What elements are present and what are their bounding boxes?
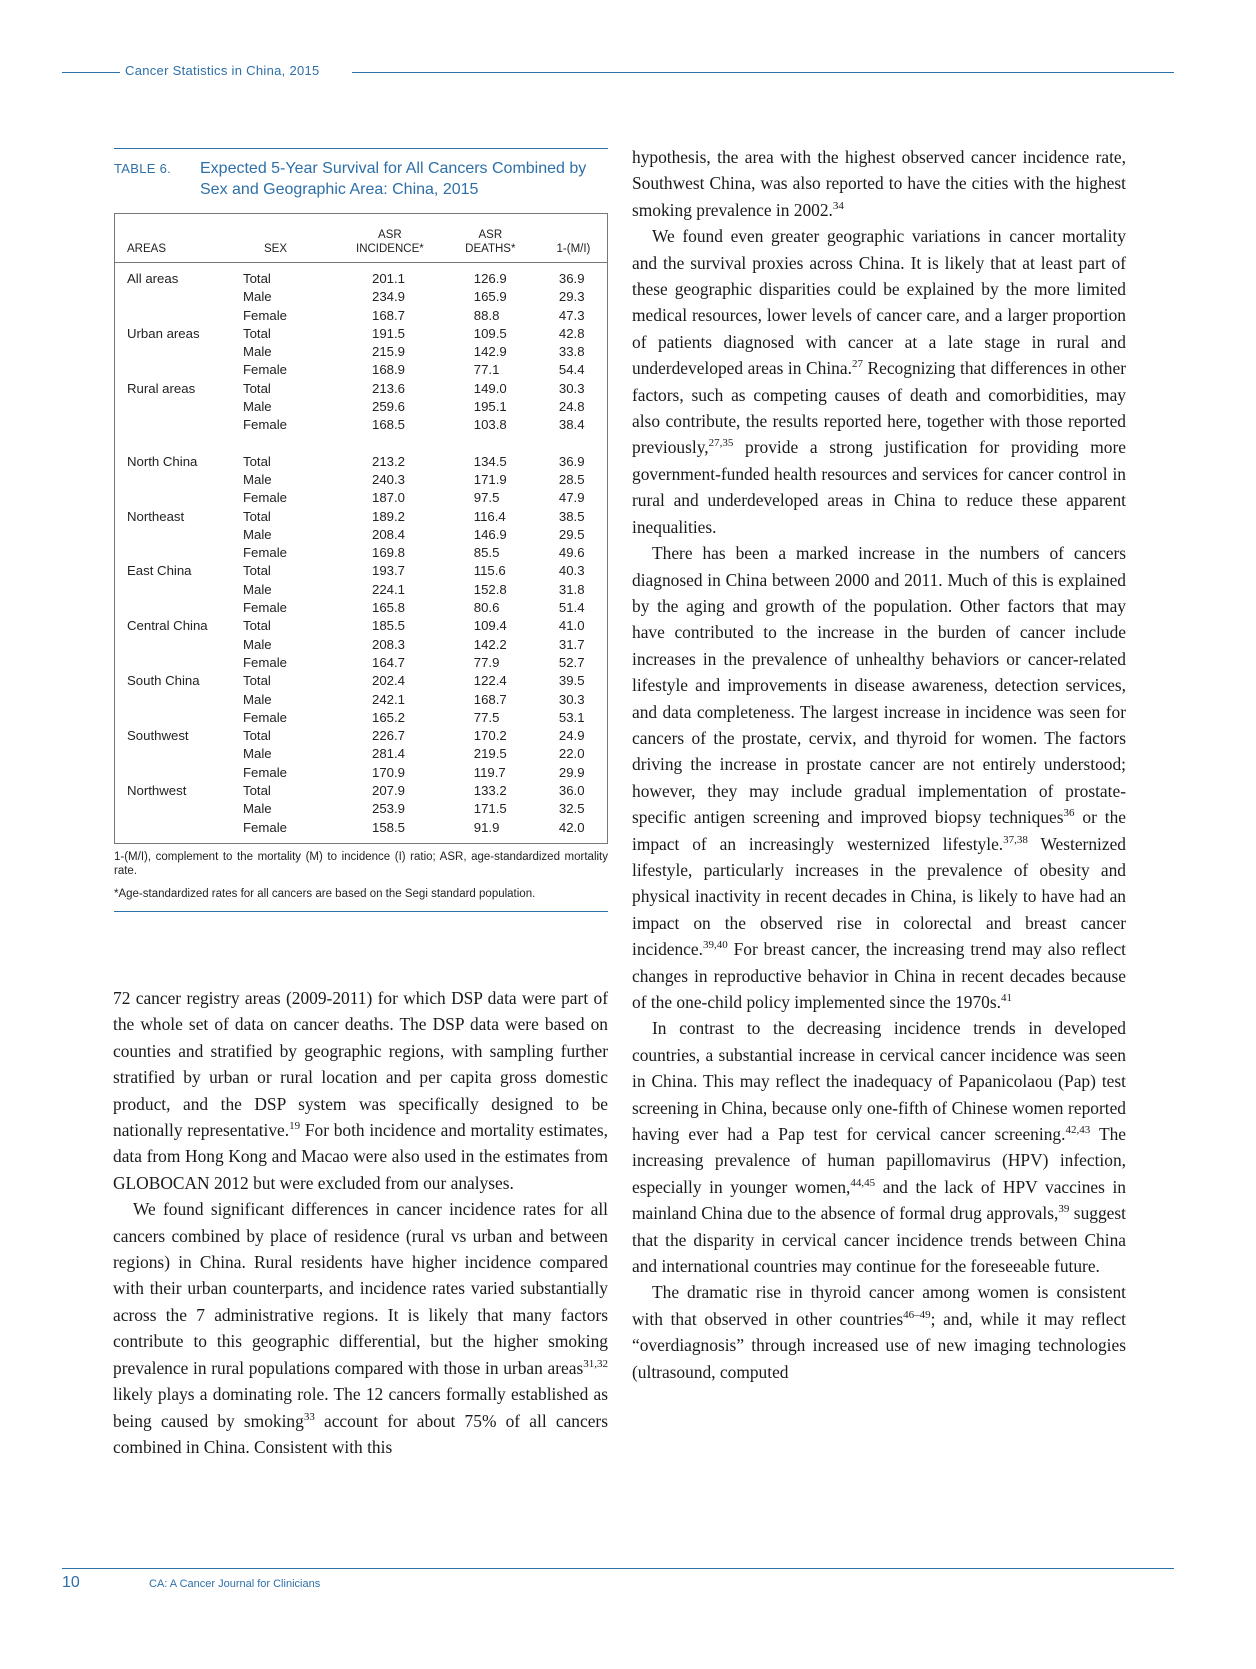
cell-sex: Female (243, 545, 287, 561)
table-row (115, 727, 607, 745)
header-asr-incidence: ASR INCIDENCE* (339, 214, 441, 263)
table-row (115, 489, 607, 507)
cell-asr-incidence: 253.9 (372, 801, 406, 817)
cell-mi: 28.5 (558, 471, 585, 487)
table-end-rule (114, 911, 608, 912)
cell-asr-incidence: 168.5 (372, 417, 406, 433)
table-row (115, 636, 607, 654)
cell-asr-deaths: 116.4 (473, 508, 506, 524)
cell-asr-incidence: 224.1 (372, 581, 406, 597)
cell-asr-deaths: 146.9 (473, 526, 507, 542)
cell-area: Northeast (127, 508, 185, 524)
table-row (115, 343, 607, 361)
cell-mi: 38.5 (558, 508, 585, 524)
citation-ref: 36 (1063, 807, 1075, 820)
text-run: We found even greater geographic variations in cancer mortality and the survival proxies across China. It is likely that at least part of these geographic disparities could be explained by the more limited medical resources, lower levels of cancer care, and a larger proportion of patients diagnosed with cancer at a late stage in rural and underdeveloped areas in China. (632, 226, 1126, 379)
cell-asr-incidence: 281.4 (372, 746, 406, 762)
cell-sex: Male (243, 471, 272, 487)
cell-mi: 24.9 (558, 728, 585, 744)
body-paragraph (113, 985, 608, 1196)
cell-mi: 47.3 (558, 307, 585, 323)
cell-asr-incidence: 226.7 (372, 728, 406, 744)
cell-mi: 29.5 (558, 526, 585, 542)
cell-area (115, 471, 243, 489)
cell-mi: 29.3 (558, 289, 585, 305)
table-row (115, 617, 607, 635)
cell-sex: Total (243, 508, 271, 524)
table-row (115, 380, 607, 398)
cell-sex: Male (243, 344, 272, 360)
table-footnote-abbreviations: 1-(M/I), complement to the mortality (M) to incidence (I) ratio; ASR, age-standardized mortality rate. (114, 850, 608, 877)
cell-asr-deaths: 80.6 (473, 600, 500, 616)
left-text-column (113, 985, 608, 1460)
cell-mi: 30.3 (558, 380, 585, 396)
table-row (115, 599, 607, 617)
cell-area (115, 361, 243, 379)
table-row (115, 764, 607, 782)
table-row (115, 453, 607, 471)
running-head (62, 62, 1174, 82)
cell-mi: 53.1 (558, 709, 585, 725)
text-run: For breast cancer, the increasing trend may also reflect changes in reproductive behavior in China in recent decades because of the one-child policy implemented since the 1970s. (632, 939, 1126, 1012)
table-header-row (115, 214, 607, 263)
table-row (115, 526, 607, 544)
page-footer (62, 1568, 1174, 1591)
table-row (115, 654, 607, 672)
cell-sex: Female (243, 764, 287, 780)
cell-sex: Total (243, 563, 271, 579)
cell-asr-incidence: 189.2 (372, 508, 406, 524)
cell-area (115, 307, 243, 325)
cell-asr-deaths: 195.1 (473, 399, 507, 415)
cell-asr-deaths: 115.6 (473, 563, 506, 579)
cell-area (115, 691, 243, 709)
cell-area (115, 636, 243, 654)
cell-mi: 31.7 (558, 636, 585, 652)
table-body (115, 263, 607, 843)
cell-area (115, 800, 243, 818)
citation-ref: 27 (851, 358, 863, 371)
cell-asr-deaths: 149.0 (473, 380, 507, 396)
cell-mi: 22.0 (558, 746, 585, 762)
cell-asr-incidence: 187.0 (372, 490, 406, 506)
cell-sex: Male (243, 636, 272, 652)
cell-sex: Female (243, 600, 287, 616)
cell-area (115, 398, 243, 416)
cell-asr-deaths: 219.5 (473, 746, 507, 762)
cell-mi: 32.5 (558, 801, 585, 817)
cell-sex: Female (243, 819, 287, 835)
table-spacer-row (115, 435, 607, 453)
cell-area: Urban areas (127, 325, 200, 341)
cell-mi: 42.8 (558, 325, 585, 341)
citation-ref: 37,38 (1003, 833, 1028, 846)
citation-ref: 31,32 (583, 1357, 608, 1370)
cell-mi: 47.9 (558, 490, 585, 506)
header-asr-deaths: ASR DEATHS* (441, 214, 540, 263)
table-caption (114, 158, 608, 200)
cell-sex: Total (243, 271, 271, 286)
table-row (115, 508, 607, 526)
table-row (115, 581, 607, 599)
text-run: provide a strong justification for providing more government-funded health resources and services for cancer control in rural and underdeveloped areas in China to reduce these apparent inequalities. (632, 437, 1126, 537)
cell-asr-incidence: 207.9 (372, 783, 406, 799)
running-head-rule-right (352, 72, 1174, 73)
cell-area: South China (127, 673, 200, 689)
citation-ref: 34 (832, 200, 844, 213)
cell-mi: 38.4 (558, 417, 585, 433)
body-paragraph (632, 540, 1126, 1015)
cell-asr-deaths: 142.9 (473, 344, 507, 360)
cell-area (115, 654, 243, 672)
cell-asr-deaths: 91.9 (473, 819, 500, 835)
text-run: In contrast to the decreasing incidence trends in developed countries, a substantial increase in cervical cancer incidence was seen in China. This may reflect the inadequacy of Papanicolaou (Pap) test screening in China, because only one-fifth of Chinese women reported having ever had a Pap test for cervical cancer screening. (632, 1018, 1126, 1145)
cell-asr-deaths: 85.5 (473, 545, 500, 561)
cell-asr-incidence: 201.1 (372, 271, 406, 286)
cell-asr-incidence: 242.1 (372, 691, 406, 707)
journal-name: CA: A Cancer Journal for Clinicians (149, 1578, 321, 1590)
citation-ref: 41 (1000, 992, 1012, 1005)
cell-sex: Total (243, 728, 271, 744)
cell-asr-incidence: 208.4 (372, 526, 406, 542)
cell-asr-incidence: 202.4 (372, 673, 406, 689)
table-row (115, 416, 607, 434)
header-areas: AREAS (115, 214, 243, 263)
text-run: The dramatic rise in thyroid cancer among women is consistent with that observed in other countries (632, 1282, 1126, 1329)
cell-mi: 39.5 (558, 673, 585, 689)
cell-area (115, 544, 243, 562)
table-row (115, 819, 607, 843)
cell-area: Southwest (127, 728, 189, 744)
cell-sex: Female (243, 362, 287, 378)
cell-area: North China (127, 453, 198, 469)
cell-sex: Female (243, 709, 287, 725)
citation-ref: 42,43 (1065, 1124, 1091, 1137)
body-paragraph (632, 1015, 1126, 1279)
table-row (115, 325, 607, 343)
table-row (115, 709, 607, 727)
table-row (115, 745, 607, 763)
cell-area (115, 599, 243, 617)
cell-asr-incidence: 158.5 (372, 819, 406, 835)
cell-sex: Female (243, 307, 287, 323)
table-label: TABLE 6. (114, 161, 172, 176)
cell-mi: 51.4 (558, 600, 585, 616)
cell-sex: Male (243, 581, 272, 597)
table-footnote-asr: *Age-standardized rates for all cancers are based on the Segi standard population. (114, 887, 536, 900)
text-run: account for about 75% of all cancers combined in China. Consistent with this (113, 1410, 608, 1457)
right-text-column (632, 144, 1126, 1385)
header-mi: 1-(M/I) (540, 214, 607, 263)
text-run: likely plays a dominating role. The 12 cancers formally established as being caused by smoking (113, 1384, 608, 1431)
table-row (115, 398, 607, 416)
cell-asr-deaths: 165.9 (473, 289, 507, 305)
footer-rule (62, 1568, 1174, 1569)
citation-ref: 33 (303, 1410, 315, 1423)
cell-area (115, 489, 243, 507)
table-6 (114, 148, 608, 912)
cell-area (115, 819, 243, 843)
body-paragraph (113, 1196, 608, 1460)
cell-asr-deaths: 134.5 (473, 453, 507, 469)
body-paragraph (632, 223, 1126, 540)
cell-asr-deaths: 109.4 (473, 618, 507, 634)
survival-table (115, 214, 607, 843)
cell-area (115, 288, 243, 306)
text-run: Westernized lifestyle, particularly increases in the prevalence of obesity and physical inactivity in recent decades in China, is likely to have had an impact on the observed rise in colorectal and breast cancer incidence. (632, 833, 1126, 960)
text-run: 72 cancer registry areas (2009-2011) for which DSP data were part of the whole set of data on cancer deaths. The DSP data were based on counties and stratified by geographic regions, with sampling further stratified by urban or rural location and per capita gross domestic product, and the DSP system was specifically designed to be nationally representative. (113, 988, 608, 1141)
cell-area (115, 526, 243, 544)
cell-sex: Total (243, 380, 271, 396)
cell-sex: Male (243, 289, 272, 305)
cell-mi: 33.8 (558, 344, 585, 360)
table-row (115, 361, 607, 379)
cell-asr-incidence: 215.9 (372, 344, 406, 360)
text-run: ; and, while it may reflect “overdiagnosis” through increased use of new imaging technologies (ultrasound, computed (632, 1308, 1126, 1382)
table-row (115, 691, 607, 709)
text-run: and the lack of HPV vaccines in mainland China due to the absence of formal drug approvals, (632, 1176, 1126, 1224)
cell-sex: Male (243, 399, 272, 415)
cell-asr-deaths: 77.5 (473, 709, 500, 725)
cell-sex: Total (243, 453, 271, 469)
table-row (115, 307, 607, 325)
cell-mi: 54.4 (558, 362, 585, 378)
text-run: We found significant differences in cancer incidence rates for all cancers combined by place of residence (rural vs urban and between regions) in China. Rural residents have higher incidence compared with their urban counterparts, and incidence rates varied substantially across the 7 administrative regions. It is likely that many factors contribute to this geographic differential, but the higher smoking prevalence in rural populations compared with those in urban areas (113, 1199, 608, 1378)
cell-sex: Female (243, 417, 287, 433)
cell-asr-incidence: 259.6 (372, 399, 406, 415)
cell-mi: 40.3 (558, 563, 585, 579)
cell-area (115, 343, 243, 361)
cell-area: East China (127, 563, 192, 579)
cell-asr-incidence: 165.2 (372, 709, 406, 725)
page-number: 10 (62, 1574, 80, 1591)
cell-asr-deaths: 97.5 (473, 490, 500, 506)
text-run: suggest that the disparity in cervical cancer incidence trends between China and international countries may continue for the foreseeable future. (632, 1203, 1126, 1277)
cell-sex: Male (243, 526, 272, 542)
cell-asr-deaths: 171.9 (473, 471, 507, 487)
cell-sex: Total (243, 325, 271, 341)
cell-area: Northwest (127, 783, 187, 799)
cell-asr-deaths: 88.8 (473, 307, 500, 323)
text-run: There has been a marked increase in the numbers of cancers diagnosed in China between 2000 and 2011. Much of this is explained by the aging and growth of the population. Other factors that may have contributed to the increase in the burden of cancer include increases in the prevalence of unhealthy behaviors or cancer-related lifestyle and improvements in disease awareness, detection services, and data completeness. The largest increase in incidence was seen for cancers of the prostate, cervix, and thyroid for women. The factors driving the increase in prostate cancer are not entirely understood; however, they may include gradual implementation of prostate-specific antigen screening and improved biopsy techniques (632, 543, 1126, 828)
cell-asr-deaths: 152.8 (473, 581, 507, 597)
cell-asr-deaths: 126.9 (473, 271, 507, 286)
text-run: For both incidence and mortality estimates, data from Hong Kong and Macao were also used in the estimates from GLOBOCAN 2012 but were excluded from our analyses. (113, 1120, 608, 1193)
cell-asr-incidence: 191.5 (372, 325, 406, 341)
cell-sex: Total (243, 673, 271, 689)
cell-asr-deaths: 122.4 (473, 673, 507, 689)
cell-sex: Female (243, 490, 287, 506)
cell-mi: 42.0 (558, 819, 585, 835)
cell-mi: 52.7 (558, 654, 585, 670)
cell-mi: 41.0 (558, 618, 585, 634)
cell-mi: 36.9 (558, 453, 585, 469)
cell-sex: Total (243, 783, 271, 799)
cell-asr-incidence: 213.6 (372, 380, 406, 396)
cell-sex: Male (243, 801, 272, 817)
citation-ref: 19 (289, 1120, 301, 1133)
text-run: or the impact of an increasingly westernized lifestyle. (632, 807, 1126, 854)
cell-mi: 29.9 (558, 764, 585, 780)
cell-asr-deaths: 109.5 (473, 325, 507, 341)
table-row (115, 544, 607, 562)
cell-mi: 31.8 (558, 581, 585, 597)
cell-area: All areas (127, 271, 179, 286)
cell-asr-deaths: 168.7 (473, 691, 507, 707)
table-row (115, 672, 607, 690)
cell-asr-incidence: 168.7 (372, 307, 406, 323)
cell-mi: 49.6 (558, 545, 585, 561)
cell-area: Central China (127, 618, 208, 634)
cell-asr-deaths: 171.5 (473, 801, 507, 817)
cell-asr-incidence: 164.7 (372, 654, 406, 670)
cell-mi: 36.9 (558, 271, 585, 286)
cell-asr-incidence: 234.9 (372, 289, 406, 305)
text-run: Recognizing that differences in other factors, such as competing causes of death and comorbidities, may also contribute, the results reported here, together with those reported previously, (632, 358, 1126, 458)
citation-ref: 39 (1058, 1203, 1070, 1216)
cell-sex: Male (243, 746, 272, 762)
cell-sex: Male (243, 691, 272, 707)
cell-sex: Total (243, 618, 271, 634)
table-title: Expected 5-Year Survival for All Cancers Combined by Sex and Geographic Area: China, 2015 (200, 160, 587, 198)
cell-asr-incidence: 169.8 (372, 545, 406, 561)
cell-sex: Female (243, 654, 287, 670)
header-sex: SEX (243, 214, 339, 263)
cell-area (115, 745, 243, 763)
table-row (115, 562, 607, 580)
cell-asr-incidence: 170.9 (372, 764, 406, 780)
table-row (115, 288, 607, 306)
running-head-rule-left (62, 72, 120, 73)
cell-asr-incidence: 168.9 (372, 362, 406, 378)
cell-asr-deaths: 77.1 (473, 362, 500, 378)
citation-ref: 27,35 (708, 437, 734, 450)
cell-asr-incidence: 213.2 (372, 453, 406, 469)
table-row (115, 263, 607, 289)
citation-ref: 39,40 (702, 939, 728, 952)
cell-asr-incidence: 193.7 (372, 563, 406, 579)
table-top-rule (114, 148, 608, 149)
running-head-title: Cancer Statistics in China, 2015 (125, 63, 320, 78)
cell-asr-incidence: 240.3 (372, 471, 406, 487)
cell-asr-deaths: 119.7 (473, 764, 506, 780)
table-frame (114, 213, 608, 843)
cell-area (115, 581, 243, 599)
cell-asr-deaths: 103.8 (473, 417, 507, 433)
cell-mi: 30.3 (558, 691, 585, 707)
cell-mi: 24.8 (558, 399, 585, 415)
body-paragraph (632, 144, 1126, 223)
cell-asr-deaths: 142.2 (473, 636, 507, 652)
table-row (115, 782, 607, 800)
cell-area: Rural areas (127, 380, 196, 396)
cell-area (115, 416, 243, 434)
cell-asr-deaths: 133.2 (473, 783, 507, 799)
citation-ref: 46–49 (903, 1309, 931, 1322)
cell-asr-deaths: 170.2 (473, 728, 507, 744)
cell-area (115, 709, 243, 727)
table-row (115, 800, 607, 818)
body-paragraph (632, 1279, 1126, 1385)
cell-asr-deaths: 77.9 (473, 654, 500, 670)
cell-mi: 36.0 (558, 783, 585, 799)
cell-asr-incidence: 165.8 (372, 600, 406, 616)
citation-ref: 44,45 (850, 1177, 876, 1190)
text-run: hypothesis, the area with the highest observed cancer incidence rate, Southwest China, was also reported to have the cities with the highest smoking prevalence in 2002. (632, 147, 1126, 220)
text-run: The increasing prevalence of human papillomavirus (HPV) infection, especially in younger women, (632, 1124, 1126, 1197)
cell-asr-incidence: 208.3 (372, 636, 406, 652)
table-row (115, 471, 607, 489)
cell-asr-incidence: 185.5 (372, 618, 406, 634)
cell-area (115, 764, 243, 782)
